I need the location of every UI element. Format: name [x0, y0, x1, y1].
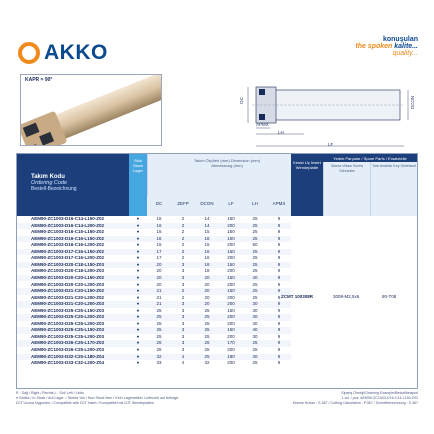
- cell-lh: 25: [252, 229, 258, 235]
- cell-code: AEM90-ZC1003-D26-C25-L170-Z03: [31, 340, 105, 346]
- cell-dcon: 25: [204, 307, 210, 313]
- cell-zefp: 3: [181, 327, 185, 333]
- cell-lh: 30: [252, 320, 258, 326]
- spare-parts-header: Yedek Parçalar / Spare Parts / Ersatzteile: [323, 154, 417, 162]
- technical-drawing: [232, 84, 418, 154]
- cell-apmx: 9: [277, 255, 281, 261]
- cell-stock: ●: [136, 242, 140, 248]
- cell-code: AEM90-ZC1003-D21-C20-L150-Z02: [31, 288, 105, 294]
- cell-apmx: 9: [277, 307, 281, 313]
- cell-dc: 20: [156, 274, 162, 280]
- table-row: [17, 275, 291, 282]
- cell-zefp: 3: [181, 333, 185, 339]
- cell-zefp: 3: [181, 301, 185, 307]
- cell-lh: 30: [252, 333, 258, 339]
- cell-lh: 25: [252, 281, 258, 287]
- col-lf: LF: [219, 196, 243, 216]
- cell-dc: 16: [156, 222, 162, 228]
- cell-code: AEM90-ZC1003-D26-C25-L200-Z03: [31, 347, 105, 352]
- footer-left-1: R : Sağ / Right / Rechts L : Sol/ Left / Links: [16, 391, 84, 395]
- cell-code: AEM90-ZC1003-D33-C32-L200-Z04: [31, 360, 105, 366]
- cell-lf: 180: [227, 353, 235, 359]
- cell-lf: 200: [227, 320, 235, 326]
- col-lh: LH: [243, 196, 267, 216]
- footer-right-2: 1 ad. / pcs: AEM90-ZC1003-D16-C14-L150-Z02: [341, 396, 418, 400]
- cell-lh: 25: [252, 294, 258, 300]
- cell-zefp: 3: [181, 320, 185, 326]
- cell-lf: 200: [227, 360, 235, 366]
- cell-zefp: 3: [181, 314, 185, 320]
- cell-lh: 25: [252, 255, 258, 261]
- cell-dc: 16: [156, 216, 162, 221]
- cell-apmx: 9: [277, 242, 281, 248]
- cell-stock: ●: [136, 307, 140, 313]
- cell-dcon: 16: [204, 255, 210, 261]
- cell-apmx: 9: [277, 235, 281, 241]
- cell-lf: 150: [227, 307, 235, 313]
- end-mill-photo-icon: [21, 75, 162, 146]
- cell-dc: 26: [156, 347, 162, 352]
- cell-dcon: 14: [204, 216, 210, 221]
- cell-lh: 30: [252, 314, 258, 320]
- col-apmx: APMX: [267, 196, 291, 216]
- cell-lh: 50: [252, 242, 258, 248]
- key-code: 80-T08: [382, 294, 397, 299]
- cell-zefp: 2: [181, 248, 185, 254]
- cell-dcon: 20: [204, 274, 210, 280]
- cell-dcon: 16: [204, 242, 210, 248]
- cell-code: AEM90-ZC1003-D21-C20-L200-Z02: [31, 294, 105, 300]
- cell-code: AEM90-ZC1003-D25-C25-L150-Z03: [31, 307, 105, 313]
- cell-zefp: 3: [181, 274, 185, 280]
- cell-apmx: 9: [277, 261, 281, 267]
- cell-apmx: 9: [277, 268, 281, 274]
- cell-zefp: 2: [181, 294, 185, 300]
- stock-header: Stok Stock Lager: [129, 154, 147, 216]
- cell-lh: 25: [252, 288, 258, 294]
- cell-zefp: 3: [181, 340, 185, 346]
- cell-apmx: 9: [277, 222, 281, 228]
- cell-dcon: 25: [204, 314, 210, 320]
- cell-stock: ●: [136, 229, 140, 235]
- screw-header: Sıkma Vidası Screw Schraube: [323, 162, 370, 216]
- tool-drawing-icon: [232, 84, 418, 154]
- cell-lf: 150: [227, 216, 235, 221]
- cell-zefp: 2: [181, 229, 185, 235]
- cell-dcon: 25: [204, 320, 210, 326]
- cell-lh: 25: [252, 268, 258, 274]
- insert-code: ZCMT 100308R: [281, 294, 314, 299]
- cell-dc: 16: [156, 235, 162, 241]
- cell-dc: 21: [156, 301, 162, 307]
- cell-apmx: 9: [277, 216, 281, 221]
- slogan-line-1: konuşulan: [382, 36, 418, 43]
- cell-dcon: 14: [204, 222, 210, 228]
- akko-logo: [18, 40, 128, 66]
- footer-right-3: Kesme Hızları : S.367 / Cutting Calculation : P.367 / Schnittberechnung : S.367: [292, 401, 418, 405]
- cell-stock: ●: [136, 274, 140, 280]
- cell-apmx: 9: [277, 353, 281, 359]
- cell-code: AEM90-ZC1003-D16-C14-L150-Z02: [31, 216, 105, 221]
- cell-lf: 170: [227, 340, 235, 346]
- cell-dc: 20: [156, 261, 162, 267]
- footer-left-2: ● Stokta / In Stock / Auf Lager ○ Stokta Yok / Non Stock Item / Kein Lagerartikel, Lieferzeit auf Anfrage: [16, 396, 179, 400]
- cell-zefp: 4: [181, 360, 185, 366]
- cell-stock: ●: [136, 314, 140, 320]
- cell-lf: 150: [227, 274, 235, 280]
- cell-dcon: 32: [204, 360, 210, 366]
- dcon-label: DCON: [410, 95, 416, 110]
- cell-lf: 150: [227, 235, 235, 241]
- cell-dcon: 16: [204, 235, 210, 241]
- cell-lh: 40: [252, 274, 258, 280]
- slogan-line-2a: the spoken: [355, 43, 393, 50]
- cell-dcon: 25: [204, 353, 210, 359]
- cell-apmx: 9: [277, 274, 281, 280]
- cell-lh: 25: [252, 222, 258, 228]
- title-en: Ordering Code: [31, 180, 68, 186]
- apmx-label: APMX: [256, 122, 269, 127]
- cell-lh: 25: [252, 360, 258, 366]
- slogan: [355, 36, 418, 57]
- cell-dcon: 20: [204, 281, 210, 287]
- cell-stock: ●: [136, 360, 140, 366]
- cell-dc: 25: [156, 307, 162, 313]
- cell-lh: 25: [252, 216, 258, 221]
- cell-dc: 32: [156, 353, 162, 359]
- cell-apmx: 9: [277, 301, 281, 307]
- cell-apmx: 9: [277, 294, 281, 300]
- ordering-table: [16, 153, 418, 389]
- cell-dc: 21: [156, 288, 162, 294]
- cell-dc: 17: [156, 248, 162, 254]
- cell-stock: ●: [136, 320, 140, 326]
- cell-code: AEM90-ZC1003-D20-C18-L200-Z03: [31, 268, 105, 274]
- cell-dcon: 18: [204, 261, 210, 267]
- logo-ring-icon: [18, 42, 40, 64]
- cell-apmx: 9: [277, 347, 281, 352]
- cell-dcon: 20: [204, 301, 210, 307]
- cell-stock: ●: [136, 268, 140, 274]
- cell-lf: 200: [227, 294, 235, 300]
- cell-lf: 200: [227, 314, 235, 320]
- cell-lh: 25: [252, 340, 258, 346]
- cell-code: AEM90-ZC1003-D25-C25-L200-Z03: [31, 333, 105, 339]
- dc-label: DC: [238, 97, 244, 104]
- screw-code: 3008-M2,5x6: [333, 294, 360, 299]
- cell-zefp: 2: [181, 216, 185, 221]
- cell-dcon: 15: [204, 229, 210, 235]
- table-header: [17, 154, 417, 216]
- cell-lf: 200: [227, 255, 235, 261]
- cell-code: AEM90-ZC1003-D17-C16-L200-Z02: [31, 255, 105, 261]
- cell-stock: ●: [136, 261, 140, 267]
- cell-dc: 20: [156, 281, 162, 287]
- cell-apmx: 9: [277, 340, 281, 346]
- cell-lf: 200: [227, 333, 235, 339]
- cell-zefp: 3: [181, 281, 185, 287]
- cell-lh: 40: [252, 327, 258, 333]
- cell-code: AEM90-ZC1003-D17-C16-L150-Z02: [31, 248, 105, 254]
- table-row: [17, 360, 291, 367]
- cell-dcon: 25: [204, 340, 210, 346]
- cell-lf: 150: [227, 229, 235, 235]
- cell-dcon: 25: [204, 333, 210, 339]
- cell-stock: ●: [136, 294, 140, 300]
- cell-lf: 200: [227, 242, 235, 248]
- cell-zefp: 2: [181, 222, 185, 228]
- cell-zefp: 2: [181, 235, 185, 241]
- cell-code: AEM90-ZC1003-D16-C16-L150-Z02: [31, 235, 105, 241]
- product-photo: [20, 74, 162, 146]
- col-dcon: DCON: [195, 196, 219, 216]
- cell-stock: ●: [136, 255, 140, 261]
- cell-zefp: 3: [181, 268, 185, 274]
- slogan-line-3: quality...: [392, 50, 418, 57]
- title-de: Bestell-Bezeichnung: [31, 186, 77, 192]
- footer-right-1: Sipariş Örneği/Ordering Example/Bestellbeispiel: [341, 391, 418, 395]
- kapr-label: KAPR = 90°: [25, 77, 53, 83]
- cell-code: AEM90-ZC1003-D16-C14-L200-Z02: [31, 222, 105, 228]
- cell-dc: 16: [156, 242, 162, 248]
- cell-apmx: 9: [277, 360, 281, 366]
- cell-code: AEM90-ZC1003-D20-C18-L150-Z03: [31, 261, 105, 267]
- cell-lh: 30: [252, 307, 258, 313]
- cell-apmx: 9: [277, 281, 281, 287]
- cell-zefp: 4: [181, 353, 185, 359]
- cell-dc: 20: [156, 268, 162, 274]
- cell-code: AEM90-ZC1003-D20-C20-L150-Z02: [31, 274, 105, 280]
- brand-name: AKKO: [44, 41, 108, 64]
- ordering-code-header: [17, 154, 129, 216]
- cell-zefp: 2: [181, 288, 185, 294]
- cell-lh: 30: [252, 301, 258, 307]
- cell-lf: 200: [227, 301, 235, 307]
- cell-lh: 25: [252, 248, 258, 254]
- cell-stock: ●: [136, 235, 140, 241]
- cell-apmx: 9: [277, 327, 281, 333]
- cell-lf: 150: [227, 327, 235, 333]
- cell-dc: 25: [156, 320, 162, 326]
- cell-dc: 25: [156, 314, 162, 320]
- footer-left-3: DJT Ucuna Uygundur / Compatible with DJT Insert / Kompatibel mit DJT Wendeplatten: [16, 401, 154, 405]
- cell-apmx: 9: [277, 288, 281, 294]
- cell-stock: ●: [136, 327, 140, 333]
- cell-dcon: 25: [204, 327, 210, 333]
- cell-code: AEM90-ZC1003-D16-C16-L200-Z02: [31, 242, 105, 248]
- cell-stock: ●: [136, 248, 140, 254]
- cell-apmx: 9: [277, 333, 281, 339]
- col-zefp: ZEFP: [171, 196, 195, 216]
- cell-code: AEM90-ZC1003-D25-C25-L150-Z03: [31, 327, 105, 333]
- insert-header: Kesici Uç Insert Wendeplatte: [291, 154, 323, 216]
- cell-stock: ●: [136, 353, 140, 359]
- cell-apmx: 9: [277, 314, 281, 320]
- cell-stock: ●: [136, 281, 140, 287]
- cell-zefp: 2: [181, 255, 185, 261]
- footer-legend: [16, 391, 178, 406]
- table-row: [17, 242, 291, 249]
- cell-code: AEM90-ZC1003-D25-C25-L200-Z03: [31, 320, 105, 326]
- table-row: [17, 308, 291, 315]
- cell-dcon: 20: [204, 288, 210, 294]
- dimensions-header: [147, 154, 291, 196]
- cell-stock: ●: [136, 333, 140, 339]
- cell-lh: 25: [252, 235, 258, 241]
- cell-code: AEM90-ZC1003-D32-C25-L180-Z04: [31, 353, 105, 359]
- cell-dc: 26: [156, 340, 162, 346]
- cell-dcon: 20: [204, 294, 210, 300]
- table-row: [17, 340, 291, 347]
- cell-code: AEM90-ZC1003-D20-C20-L200-Z03: [31, 281, 105, 287]
- cell-dc: 25: [156, 333, 162, 339]
- dimensions-group-label: Takım Ölçüleri (mm) Dimension (mm) Abmessung (mm): [193, 158, 261, 168]
- cell-lh: 25: [252, 347, 258, 352]
- cell-stock: ●: [136, 216, 140, 221]
- slogan-line-2b: kalite...: [394, 43, 418, 50]
- title-tr: Takım Kodu: [31, 174, 65, 180]
- cell-code: AEM90-ZC1003-D16-C15-L150-Z02: [31, 229, 105, 235]
- cell-zefp: 3: [181, 261, 185, 267]
- cell-stock: ●: [136, 340, 140, 346]
- slogan-line-2: [355, 43, 418, 50]
- cell-zefp: 3: [181, 347, 185, 352]
- cell-dcon: 25: [204, 347, 210, 352]
- col-dc: DC: [147, 196, 171, 216]
- cell-apmx: 9: [277, 229, 281, 235]
- key-header: Tork Anahtar Key Schlüssel: [370, 162, 417, 216]
- cell-lf: 150: [227, 248, 235, 254]
- cell-stock: ●: [136, 347, 140, 352]
- cell-stock: ●: [136, 288, 140, 294]
- cell-dc: 33: [156, 360, 162, 366]
- cell-code: AEM90-ZC1003-D21-C20-L200-Z03: [31, 301, 105, 307]
- cell-lf: 150: [227, 261, 235, 267]
- cell-dc: 25: [156, 327, 162, 333]
- cell-lh: 25: [252, 261, 258, 267]
- cell-apmx: 9: [277, 320, 281, 326]
- cell-dc: 16: [156, 229, 162, 235]
- cell-code: AEM90-ZC1003-D25-C25-L200-Z03: [31, 314, 105, 320]
- cell-lf: 200: [227, 222, 235, 228]
- cell-lf: 200: [227, 268, 235, 274]
- cell-stock: ●: [136, 301, 140, 307]
- cell-dcon: 18: [204, 268, 210, 274]
- cell-dc: 17: [156, 255, 162, 261]
- cell-apmx: 9: [277, 248, 281, 254]
- cell-zefp: 2: [181, 242, 185, 248]
- lh-label: LH: [278, 130, 284, 135]
- cell-zefp: 3: [181, 307, 185, 313]
- lf-label: LF: [328, 142, 334, 147]
- cell-lf: 200: [227, 281, 235, 287]
- cell-lf: 200: [227, 347, 235, 352]
- cell-lf: 150: [227, 288, 235, 294]
- cell-dcon: 16: [204, 248, 210, 254]
- cell-stock: ●: [136, 222, 140, 228]
- footer-ordering-example: [293, 391, 418, 406]
- cell-lh: 30: [252, 353, 258, 359]
- cell-dc: 21: [156, 294, 162, 300]
